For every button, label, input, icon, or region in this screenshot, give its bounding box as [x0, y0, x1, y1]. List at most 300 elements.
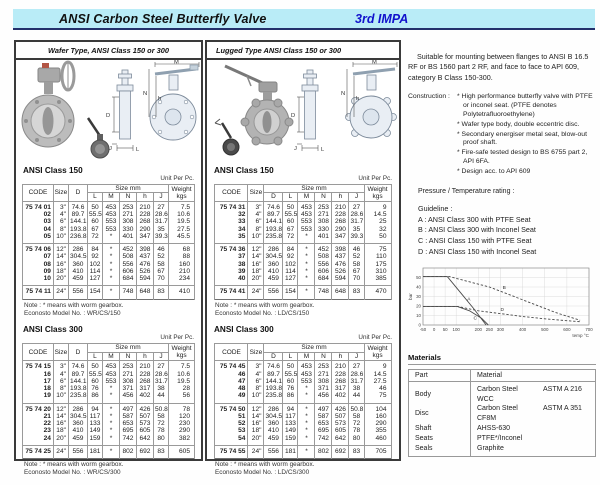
column-header: CODE — [215, 185, 248, 202]
dim-cell: 453 — [102, 211, 119, 218]
dim-cell: 286 — [264, 244, 283, 254]
code-cell: 22 — [22, 420, 53, 427]
lugged-class150-section — [207, 164, 399, 318]
dim-cell: 31.7 — [350, 218, 364, 226]
weight-cell: 160 — [364, 413, 391, 420]
code-cell: 37 — [215, 253, 248, 260]
materials-table-wrap — [408, 369, 596, 458]
dim-cell: * — [102, 427, 119, 434]
dim-cell: 28.6 — [350, 211, 364, 219]
material-name: AHSS-630 — [477, 424, 511, 432]
column-header: CODE — [22, 185, 53, 202]
construction-item: * High performance butterfly valve with PTFE or inconel seat. (PTFE denotes Polytetrafluoroethylene) — [457, 93, 593, 118]
dim-cell: 14" — [53, 253, 68, 260]
dim-cell: 46 — [349, 244, 364, 254]
pt-chart-svg — [408, 263, 596, 339]
column-header: h — [332, 352, 349, 360]
dim-cell: 556 — [119, 261, 136, 268]
materials-row — [409, 444, 596, 457]
dim-cell: 58 — [153, 261, 168, 268]
code-cell: 52 — [215, 420, 248, 427]
dim-cell: 14" — [248, 253, 264, 260]
table-row — [22, 275, 194, 286]
weight-cell: 75 — [364, 392, 391, 403]
column-header: h — [136, 193, 153, 201]
dim-cell: 453 — [298, 211, 315, 218]
construction-items — [457, 93, 596, 177]
column-header: h — [332, 193, 349, 201]
weight-cell: 410 — [169, 286, 195, 299]
dim-label-h: h — [356, 96, 360, 102]
dim-label-h: h — [158, 96, 162, 102]
dim-cell: 587 — [315, 413, 332, 420]
x-tick-label: 100 — [452, 326, 460, 332]
dim-cell: 76 — [87, 385, 102, 392]
lugged-class150-notes — [207, 300, 399, 319]
code-cell: 05 — [22, 233, 53, 244]
dim-cell: 253 — [119, 201, 136, 211]
dim-cell: 802 — [315, 445, 332, 458]
construction-item: * Wafer type body, double eccentric disc. — [457, 120, 580, 128]
dim-cell: 16" — [53, 420, 68, 427]
dim-cell: * — [298, 385, 315, 392]
weight-cell: 28 — [169, 385, 195, 392]
code-cell: 75 74 36 — [215, 244, 248, 254]
weight-cell: 14.5 — [364, 371, 391, 378]
weight-cell: 25 — [364, 218, 391, 225]
dim-cell: 24" — [248, 286, 264, 299]
dim-cell: 127 — [283, 275, 298, 286]
code-cell: 09 — [22, 268, 53, 275]
dim-cell: 642 — [136, 435, 153, 446]
dim-cell: 89.7 — [68, 371, 87, 378]
dim-cell: 159 — [283, 435, 298, 446]
weight-cell: 50 — [364, 233, 391, 244]
dim-cell: 144.1 — [265, 377, 282, 385]
column-header: L — [87, 352, 102, 360]
dim-cell: 228 — [136, 211, 153, 218]
dim-cell: 18" — [53, 268, 68, 275]
dim-cell: 401 — [315, 233, 332, 244]
guideline-item: C : ANSI Class 150 with PTFE Seat — [418, 236, 532, 246]
y-tick-label: 20 — [416, 303, 421, 309]
dim-cell: 193.8 — [69, 225, 87, 233]
dim-cell: * — [102, 392, 119, 403]
dim-cell: 52 — [153, 253, 168, 260]
weight-cell: 32 — [364, 226, 391, 233]
dim-cell: 74.6 — [68, 201, 87, 211]
dim-cell: * — [298, 413, 315, 420]
dim-cell: 437 — [136, 253, 153, 260]
material-cell — [471, 444, 596, 457]
dim-cell: 31.7 — [154, 377, 168, 385]
dim-cell: 18" — [248, 427, 264, 434]
dim-cell: 3" — [53, 201, 68, 211]
x-tick-label: 200 — [474, 326, 482, 332]
dim-cell: 8" — [53, 385, 68, 392]
dim-cell: 44 — [153, 392, 168, 403]
table-row — [22, 268, 194, 275]
dim-cell: * — [102, 268, 119, 275]
dim-cell: 67 — [87, 226, 102, 233]
code-cell: 75 74 01 — [22, 201, 53, 211]
dim-cell: 38 — [349, 385, 364, 392]
x-tick-label: 600 — [563, 326, 571, 332]
dim-cell: 83 — [349, 286, 364, 299]
dim-cell: 235.8 — [68, 392, 87, 403]
code-cell: 08 — [22, 261, 53, 268]
dim-cell: * — [102, 253, 119, 260]
code-cell: 34 — [215, 226, 248, 233]
dim-cell: 67 — [349, 268, 364, 275]
dim-cell: 4" — [248, 211, 264, 218]
note-line: Econosto Model No. : WR/CS/150 — [24, 310, 121, 318]
dim-cell: 426 — [136, 403, 153, 413]
wafer-type-panel — [14, 40, 203, 477]
weight-cell: 310 — [364, 268, 391, 275]
dim-cell: 50 — [283, 361, 298, 371]
dim-cell: 410 — [68, 268, 87, 275]
column-header: D — [264, 352, 283, 360]
dim-cell: 12" — [53, 244, 68, 254]
code-cell: 49 — [215, 392, 248, 403]
dim-cell: 28.6 — [350, 370, 364, 378]
table-row — [215, 233, 391, 244]
class-heading: ANSI Class 300 — [23, 325, 83, 335]
dim-cell: 144.1 — [69, 218, 87, 226]
dim-cell: 268 — [136, 218, 153, 225]
dim-cell: * — [298, 244, 315, 254]
code-cell: 04 — [22, 226, 53, 233]
dim-cell: 3" — [248, 201, 264, 211]
column-header: Size — [53, 185, 68, 202]
dim-cell: 594 — [332, 275, 349, 286]
weight-cell: 9 — [364, 361, 391, 371]
dim-cell: 553 — [298, 226, 315, 233]
dim-cell: 6" — [248, 378, 264, 385]
guideline-block — [408, 204, 596, 258]
lugged-diagram — [207, 60, 399, 164]
dim-cell: 55.5 — [88, 370, 102, 378]
dim-cell: 92 — [87, 253, 102, 260]
dim-cell: 453 — [298, 371, 315, 378]
dim-cell: 94 — [87, 403, 102, 413]
dim-cell: 742 — [315, 435, 332, 446]
spec-table — [214, 184, 391, 300]
lever-valve-photo — [88, 118, 109, 158]
dim-cell: 459 — [264, 435, 283, 446]
dim-cell: 8" — [53, 226, 68, 233]
dim-cell: 526 — [332, 268, 349, 275]
side-view-drawing — [117, 70, 133, 139]
table-row — [22, 261, 194, 268]
wafer-diagram — [16, 60, 201, 164]
wafer-class300-table-wrap — [16, 343, 201, 459]
materials-row — [409, 404, 596, 424]
dim-cell: 459 — [68, 435, 87, 446]
part-cell: Seals — [415, 444, 433, 452]
table-row — [215, 211, 391, 218]
construction-item: * Secondary energiser metal seat, blow-out proof shaft. — [457, 130, 587, 147]
column-header: J — [153, 193, 168, 201]
dim-cell: 426 — [332, 403, 349, 413]
code-cell: 10 — [22, 275, 53, 286]
table-row — [22, 392, 194, 403]
dim-cell: 692 — [136, 445, 153, 458]
dim-cell: 72 — [349, 420, 364, 427]
dim-cell: 228 — [136, 371, 153, 378]
table-row — [22, 445, 194, 458]
x-tick-label: 0 — [432, 326, 436, 332]
dim-cell: 210 — [136, 201, 153, 211]
weight-cell: 120 — [169, 413, 195, 420]
weight-cell: 27.5 — [364, 378, 391, 385]
dim-cell: 8" — [248, 226, 264, 233]
table-row — [215, 361, 391, 371]
code-cell: 54 — [215, 435, 248, 446]
dim-cell: 271 — [315, 211, 332, 218]
dim-cell: 31.7 — [154, 218, 168, 226]
note-line: Note : * means with worm gearbox. — [24, 461, 124, 469]
dim-cell: 347 — [136, 233, 153, 244]
column-header: N — [119, 352, 136, 360]
dim-cell: 360 — [264, 261, 283, 268]
dim-cell: 286 — [264, 403, 283, 413]
dim-cell: 268 — [332, 218, 349, 225]
part-cell: Shaft — [415, 424, 432, 432]
dim-cell: 605 — [332, 427, 349, 434]
dim-cell: 84 — [283, 244, 298, 254]
table-row — [22, 420, 194, 427]
dim-cell: 308 — [119, 378, 136, 385]
dim-cell: 20" — [53, 435, 68, 446]
code-cell: 23 — [22, 427, 53, 434]
dim-cell: 35 — [153, 226, 168, 233]
material-spec: ASTM A 351 CF8M — [477, 405, 582, 423]
dim-cell: 154 — [87, 286, 102, 299]
code-cell: 35 — [215, 233, 248, 244]
dim-cell: 89.7 — [264, 211, 283, 218]
column-header: Weight kgs — [364, 185, 391, 202]
unit-label: Unit Per Pc. — [160, 334, 194, 342]
dim-cell: * — [298, 275, 315, 286]
dim-cell: 55.5 — [284, 211, 298, 219]
intro-paragraph: Suitable for mounting between flanges to ANSI B 16.5 RF or BS 1560 part 2 RF, and face to face to API 609, category B Class 150-300. — [408, 52, 589, 82]
dim-cell: 83 — [349, 445, 364, 458]
table-row — [22, 378, 194, 385]
x-tick-label: 400 — [518, 326, 527, 332]
code-cell: 51 — [215, 413, 248, 420]
wafer-class300-notes — [16, 459, 201, 478]
code-cell: 75 74 25 — [22, 445, 53, 458]
dim-cell: 94 — [283, 403, 298, 413]
weight-cell: 110 — [364, 253, 391, 260]
dim-cell: 114 — [87, 268, 102, 275]
weight-cell: 290 — [364, 420, 391, 427]
guideline-item: D : ANSI Class 150 with Inconel Seat — [418, 246, 537, 256]
dim-cell: * — [102, 403, 119, 413]
dim-cell: * — [102, 420, 119, 427]
materials-row — [409, 381, 596, 404]
code-cell: 75 74 50 — [215, 403, 248, 413]
dim-cell: 181 — [87, 445, 102, 458]
dim-cell: 648 — [332, 286, 349, 299]
dim-cell: 553 — [298, 218, 315, 225]
dim-cell: 83 — [153, 286, 168, 299]
dim-cell: 80 — [349, 435, 364, 446]
dim-cell: 573 — [136, 420, 153, 427]
column-header: CODE — [215, 344, 248, 361]
column-header: Size mm — [264, 344, 364, 352]
dim-cell: * — [102, 385, 119, 392]
table-row — [215, 385, 391, 392]
weight-cell: 7.5 — [169, 201, 195, 211]
dim-cell: 695 — [119, 427, 136, 434]
code-cell: 53 — [215, 427, 248, 434]
dim-cell: 10" — [248, 392, 264, 403]
unit-label: Unit Per Pc. — [358, 175, 392, 182]
dim-cell: 398 — [136, 244, 153, 254]
dim-cell: 459 — [264, 275, 283, 286]
code-cell: 47 — [215, 378, 248, 385]
dim-cell: * — [298, 253, 315, 260]
lugged-panel-title: Lugged Type ANSI Class 150 or 300 — [207, 42, 399, 60]
wafer-class150-notes — [16, 300, 201, 319]
column-header: M — [298, 352, 315, 360]
weight-cell: 46 — [364, 385, 391, 392]
table-row — [22, 253, 194, 260]
column-header: Weight kgs — [364, 344, 391, 361]
dim-cell: 46 — [153, 244, 168, 254]
dim-cell: 253 — [315, 201, 332, 211]
dim-cell: 371 — [315, 385, 332, 392]
code-cell: 75 74 20 — [22, 403, 53, 413]
dim-cell: 653 — [315, 420, 332, 427]
weight-cell: 605 — [169, 445, 195, 458]
dim-cell: 28.6 — [154, 370, 168, 378]
dim-cell: 286 — [68, 403, 87, 413]
dim-cell: 573 — [332, 420, 349, 427]
dim-label-D: D — [106, 113, 111, 119]
pressure-temperature-chart — [408, 263, 596, 344]
dim-cell: 24" — [53, 286, 68, 299]
dim-cell: 27 — [153, 201, 168, 211]
column-header: L — [283, 352, 298, 360]
code-cell: 75 74 11 — [22, 286, 53, 299]
dim-cell: 290 — [136, 226, 153, 233]
weight-cell: 19.5 — [169, 378, 195, 385]
weight-cell: 9 — [364, 201, 391, 211]
column-header: D — [68, 185, 87, 202]
dim-cell: 52 — [349, 253, 364, 260]
dim-cell: 50.8 — [153, 403, 168, 413]
weight-cell: 68 — [169, 244, 195, 254]
dim-cell: 28.6 — [154, 211, 168, 219]
dim-cell: 55.5 — [284, 370, 298, 378]
dim-cell: 83 — [153, 445, 168, 458]
materials-table — [408, 369, 596, 458]
dim-cell: * — [102, 445, 119, 458]
material-name: PTFE*/Inconel — [477, 434, 523, 442]
dim-cell: 748 — [119, 286, 136, 299]
table-row — [22, 218, 194, 225]
dim-cell: 50.8 — [349, 403, 364, 413]
dim-cell: 304.5 — [265, 253, 282, 261]
class-heading: ANSI Class 300 — [214, 325, 274, 335]
dim-cell: 14" — [53, 413, 68, 420]
dim-cell: 133 — [284, 420, 296, 428]
dim-cell: 437 — [332, 253, 349, 260]
dim-cell: 695 — [315, 427, 332, 434]
dim-cell: 308 — [119, 218, 136, 225]
dim-cell: 24" — [53, 445, 68, 458]
column-header: N — [119, 193, 136, 201]
dim-cell: 74.6 — [264, 361, 283, 371]
dim-cell: 12" — [248, 244, 264, 254]
dim-cell: 27 — [349, 361, 364, 371]
materials-title: Materials — [408, 353, 596, 365]
series-label-D: D — [500, 307, 504, 313]
dim-cell: 507 — [332, 413, 349, 420]
dim-cell: 452 — [119, 244, 136, 254]
table-row — [215, 378, 391, 385]
materials-row — [409, 434, 596, 444]
dim-cell: 159 — [87, 435, 102, 446]
material-name: Graphite — [477, 444, 504, 452]
table-row — [22, 385, 194, 392]
dim-cell: 10" — [248, 233, 264, 244]
dim-cell: 3" — [53, 361, 68, 371]
dim-cell: * — [298, 286, 315, 299]
table-row — [215, 268, 391, 275]
dim-cell: 360 — [264, 420, 283, 427]
dim-cell: 692 — [332, 445, 349, 458]
weight-cell: 470 — [364, 286, 391, 299]
dim-cell: 127 — [87, 275, 102, 286]
dim-cell: * — [298, 268, 315, 275]
code-cell: 18 — [22, 385, 53, 392]
dim-cell: 8" — [248, 385, 264, 392]
dim-cell: 133 — [89, 420, 101, 428]
dim-cell: 553 — [298, 378, 315, 385]
dim-cell: 253 — [119, 361, 136, 371]
dim-cell: 55.5 — [88, 211, 102, 219]
dim-cell: 4" — [53, 211, 68, 218]
dim-cell: 149 — [284, 427, 296, 435]
dim-cell: 308 — [315, 378, 332, 385]
dim-cell: 102 — [284, 260, 296, 268]
dim-cell: 50 — [283, 201, 298, 211]
lugged-type-panel — [205, 40, 401, 477]
weight-cell: 705 — [364, 445, 391, 458]
spec-table — [22, 184, 195, 300]
dim-cell: 360 — [68, 420, 87, 427]
y-tick-label: 0 — [418, 322, 421, 328]
material-name: Carbon Steel — [477, 385, 518, 393]
dim-cell: 39.3 — [153, 233, 168, 244]
series-label-A: A — [467, 297, 471, 303]
dim-label-N: N — [341, 91, 346, 97]
code-cell: 02 — [22, 211, 53, 218]
materials-column-header: Part — [409, 369, 471, 381]
dim-cell: 268 — [136, 378, 153, 385]
column-header: CODE — [22, 344, 53, 361]
table-row — [215, 403, 391, 413]
dim-cell: 605 — [136, 427, 153, 434]
dim-cell: 84 — [87, 244, 102, 254]
lugged-valve-drawing — [207, 60, 399, 164]
weight-cell: 56 — [169, 392, 195, 403]
